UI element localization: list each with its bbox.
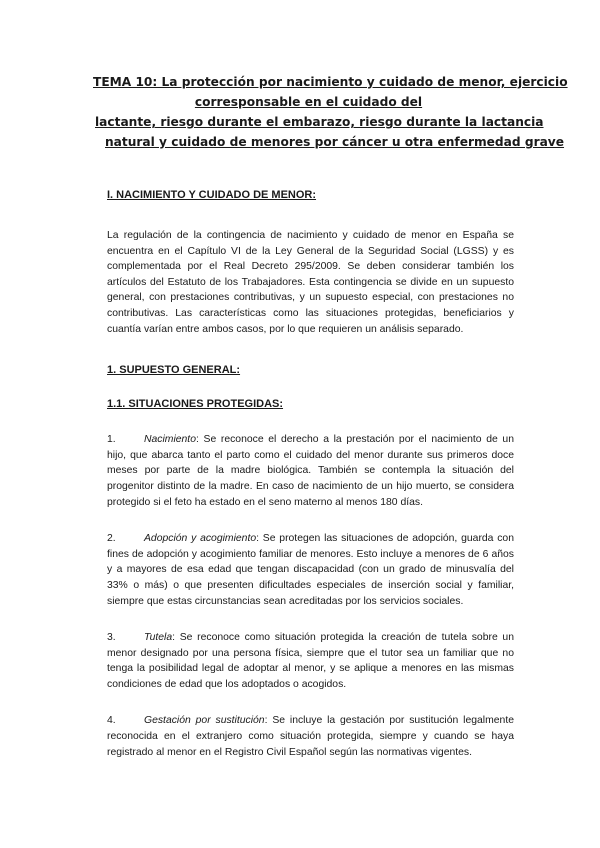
title-line-2: corresponsable en el cuidado del bbox=[194, 95, 423, 109]
title-line-4: natural y cuidado de menores por cáncer u otra enfermedad grave bbox=[105, 135, 565, 149]
item-term: Gestación por sustitución bbox=[144, 715, 265, 727]
item-text: : Se protegen las situaciones de adopción, guarda con fines de adopción y acogimiento familiar de menores. Esto incluye a menores de 6 años y a mayores de esa edad que tengan discapacidad (con un grado de minusvalía del 33% o más) o que presenten dificultades especiales de inserción social y familiar, siempre que estas circunstancias sean acreditadas por los servicios sociales. bbox=[107, 533, 514, 607]
title-line-1: TEMA 10: La protección por nacimiento y cuidado de menor, ejercicio bbox=[93, 75, 568, 89]
subsubsection-heading: 1.1. SITUACIONES PROTEGIDAS: bbox=[107, 398, 284, 411]
item-term: Tutela bbox=[144, 632, 173, 644]
item-number: 4. bbox=[107, 715, 116, 727]
list-item bbox=[107, 630, 514, 692]
list-item bbox=[107, 432, 514, 510]
intro-paragraph: La regulación de la contingencia de nacimiento y cuidado de menor en España se encuentra en el Capítulo VI de la Ley General de la Seguridad Social (LGSS) y es complementada por el Real Decreto 295/2009. Se deben considerar también los artículos del Estatuto de los Trabajadores. Esta contingencia se divide en un supuesto general, con prestaciones contributivas, y un supuesto especial, con prestaciones no contributivas. Las características como las situaciones protegidas, beneficiarios y cuantía varían entre ambos casos, por lo que requieren un análisis separado. bbox=[107, 230, 514, 335]
section-heading: I. NACIMIENTO Y CUIDADO DE MENOR: bbox=[107, 189, 317, 201]
subsection-heading: 1. SUPUESTO GENERAL: bbox=[107, 364, 241, 377]
item-text: : Se reconoce como situación protegida la creación de tutela sobre un menor designado por una persona física, siempre que el tutor sea un familiar que no tenga la posibilidad legal de adoptar al menor, y se aplique a menores en las mismas condiciones de edad que los adoptados o acogidos. bbox=[107, 632, 514, 690]
item-text: : Se incluye la gestación por sustitución legalmente reconocida en el extranjero como situación protegida, siempre y cuando se haya registrado al menor en el Registro Civil Español según las normativas vigentes. bbox=[107, 715, 514, 758]
item-number: 2. bbox=[107, 533, 116, 545]
item-number: 3. bbox=[107, 632, 116, 644]
protected-situations-list bbox=[107, 432, 514, 760]
item-text: : Se reconoce el derecho a la prestación por el nacimiento de un hijo, que abarca tanto el parto como el cuidado del menor durante sus primeros doce meses por parte de la madre biológica. También se contempla la situación del progenitor distinto de la madre. En caso de nacimiento de un hijo muerto, se considera protegido si el feto ha estado en el seno materno al menos 180 días. bbox=[107, 434, 514, 508]
title-line-3: lactante, riesgo durante el embarazo, riesgo durante la lactancia bbox=[95, 115, 544, 129]
item-number: 1. bbox=[107, 434, 116, 446]
item-term: Nacimiento bbox=[144, 434, 196, 446]
list-item bbox=[107, 713, 514, 760]
document-title bbox=[93, 72, 568, 152]
item-term: Adopción y acogimiento bbox=[144, 533, 257, 545]
list-item bbox=[107, 531, 514, 609]
